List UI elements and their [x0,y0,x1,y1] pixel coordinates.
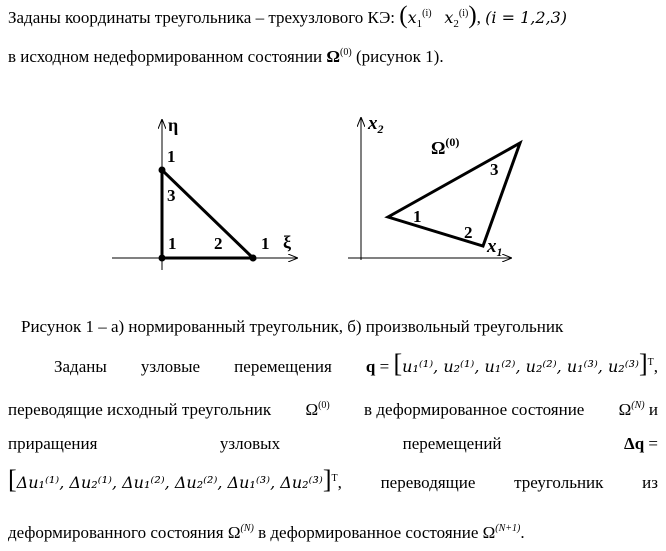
figure-b-arbitrary-triangle [348,113,520,260]
word: приращения [8,434,98,453]
coord-vector: ($x_1^{(i)}$ $x_2^{(i)}$), [399,2,486,30]
line7-mid: в деформированное состояние [258,523,479,542]
vertex-2-label: 2 [464,223,473,242]
omega-superscript: (0) [340,47,352,58]
dq-vector-expression: [Δu₁⁽¹⁾, Δu₂⁽¹⁾, Δu₁⁽²⁾, Δu₂⁽²⁾, Δu₁⁽³⁾, Δu₂⁽³⁾]$^T$, [8,465,342,494]
vertex-origin-label: 1 [168,234,177,253]
index-range: (i = 1,2,3) [485,8,568,27]
eta-label: η [168,115,179,135]
word: узловые [140,357,201,376]
side-2-label: 2 [214,234,223,253]
dq-expression: Δq = [624,434,658,453]
paragraph-line-6 [8,465,658,494]
omega-0-inline: $\Omega^{(0)}$ [305,400,330,419]
node-right [250,255,257,262]
paragraph-line-7 [8,518,525,544]
line2-text: в исходном недеформированном состоянии [8,47,323,66]
figure-caption: Рисунок 1 – а) нормированный треугольник, б) произвольный треугольник [21,317,564,336]
word: перемещения [234,357,332,376]
line4-text: переводящие исходный треугольник [8,400,272,419]
vertex-3-label: 3 [490,160,499,179]
line4-mid: в деформированное состояние [364,400,585,419]
line1-text: Заданы координаты треугольника – трехузлового КЭ: [8,8,396,27]
vertex-right-label: 1 [261,234,270,253]
omega-symbol: Ω [326,47,341,66]
word: Заданы [54,357,107,376]
word: узловых [219,434,281,453]
figure-a-normalized-triangle [112,115,297,270]
q-vector-expression: q = [u₁⁽¹⁾, u₂⁽¹⁾, u₁⁽²⁾, u₂⁽²⁾, u₁⁽³⁾, u₂⁽³⁾]$^T$, [365,349,658,378]
side-3-label: 3 [167,186,176,205]
paragraph-line-4 [8,400,658,420]
paragraph-line-5 [8,434,658,454]
omega-n-inline: $\Omega^{(N)}$ [227,523,254,542]
arbitrary-triangle [388,143,520,246]
xi-label: ξ [283,232,292,252]
word: перемещений [402,434,502,453]
x2-label: $x_2$ [368,113,384,136]
word: переводящие [380,473,476,492]
omega-0-label: $\Omega^{(0)}$ [431,135,460,158]
word: из [642,473,658,492]
word: треугольник [514,473,604,492]
vertex-top-label: 1 [167,147,176,166]
node-top [159,167,166,174]
vertex-1-label: 1 [413,207,422,226]
omega-n1-inline: $\Omega^{(N+1)}$. [482,523,525,542]
node-origin [159,255,166,262]
paragraph-line-3 [54,349,658,378]
line2-tail: (рисунок 1). [355,47,444,66]
x1-label: $x_1$ [487,236,503,259]
line7-text: деформированного состояния [8,523,224,542]
omega-n-inline: $\Omega^{(N)}$ и [618,400,658,419]
